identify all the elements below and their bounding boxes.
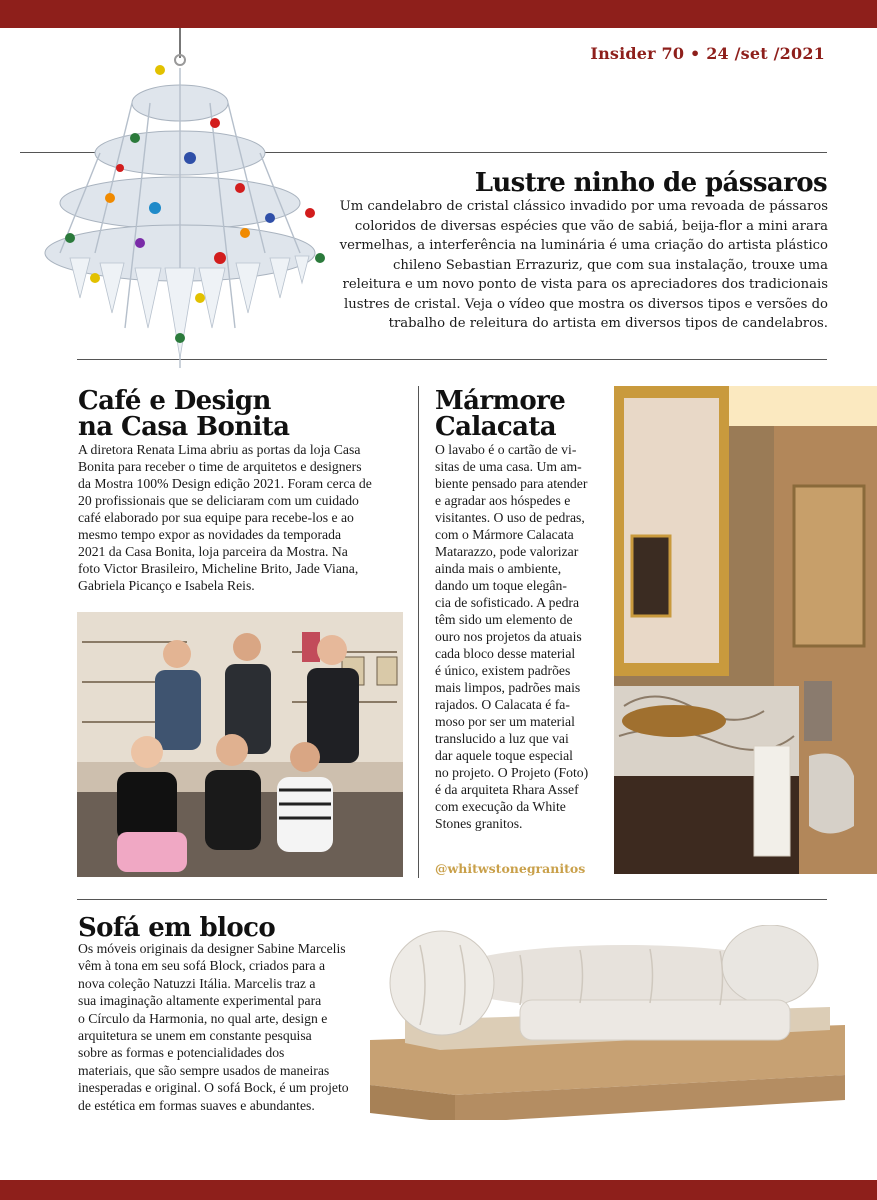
section3-line: moso por ser um material bbox=[435, 714, 575, 729]
section1-line: Um candelabro de cristal clássico invadido por uma revoada de pássaros bbox=[339, 199, 828, 214]
section4-line: Os móveis originais da designer Sabine Marcelis bbox=[78, 941, 346, 956]
section3-line: no projeto. O Projeto (Foto) bbox=[435, 765, 589, 780]
section4-line: materiais, que são sempre usados de maneiras bbox=[78, 1062, 330, 1078]
section2-line: Gabriela Picanço e Isabela Reis. bbox=[78, 578, 255, 593]
marble-lavatory-photo bbox=[614, 386, 877, 874]
section3-title bbox=[435, 388, 565, 440]
section2-line: café elaborado por sua equipe para recebe-los e ao bbox=[78, 510, 354, 525]
section3-body bbox=[435, 441, 600, 832]
section3-line: com execução da White bbox=[435, 799, 566, 814]
section2-line: 2021 da Casa Bonita, loja parceira da Mostra. Na bbox=[78, 544, 348, 559]
section3-line: rajados. O Calacata é fa- bbox=[435, 697, 570, 712]
section2-body bbox=[78, 441, 402, 594]
divider-section2 bbox=[77, 899, 827, 900]
section2-title bbox=[78, 388, 289, 440]
bird-chandelier-image bbox=[40, 28, 335, 383]
section3-title-line: Calacata bbox=[435, 412, 556, 442]
section4-line: o Círculo da Harmonia, no qual arte, design e bbox=[78, 1010, 328, 1026]
section3-line: dando um toque elegân- bbox=[435, 578, 567, 593]
section3-line: cada bloco desse material bbox=[435, 646, 576, 661]
section2-line: foto Victor Brasileiro, Micheline Brito, Jade Viana, bbox=[78, 561, 359, 576]
bottom-color-bar bbox=[0, 1180, 877, 1200]
top-color-bar bbox=[0, 0, 877, 28]
section2-title-line: na Casa Bonita bbox=[78, 412, 290, 442]
section3-line: mais limpos, padrões mais bbox=[435, 680, 581, 695]
section1-line: coloridos de diversas espécies que vão de sabiá, beija-flor a mini arara bbox=[354, 218, 828, 234]
section3-line: dar aquele toque especial bbox=[435, 748, 573, 763]
section3-line: visitantes. O uso de pedras, bbox=[435, 510, 585, 525]
section3-line: O lavabo é o cartão de vi- bbox=[435, 442, 577, 457]
section2-line: 20 profissionais que se deliciaram com um cuidado bbox=[78, 493, 359, 508]
issue-label: Insider 70 • 24 /set /2021 bbox=[590, 44, 825, 63]
section3-line: ainda mais o ambiente, bbox=[435, 561, 562, 576]
instagram-handle-link[interactable]: @whitwstonegranitos bbox=[435, 861, 586, 876]
section3-line: Matarazzo, pode valorizar bbox=[435, 544, 579, 559]
section3-line: é único, existem padrões bbox=[435, 663, 571, 678]
section2-line: mesmo tempo expor as novidades da temporada bbox=[78, 527, 342, 542]
section1-line: releitura e um novo ponto de vista para os apreciadores dos tradicionais bbox=[342, 277, 828, 292]
section2-line: Bonita para receber o time de arquitetos e designers bbox=[78, 459, 362, 474]
team-photo bbox=[77, 612, 403, 877]
section3-line: Stones granitos. bbox=[435, 816, 523, 831]
section3-line: biente pensado para atender bbox=[435, 476, 588, 491]
section4-line: inesperadas e original. O sofá Bock, é um projeto bbox=[78, 1080, 349, 1096]
section1-line: vermelhas, a interferência na luminária é uma criação do artista plástico bbox=[339, 238, 828, 253]
section4-line: sua imaginação altamente experimental para bbox=[78, 993, 322, 1009]
section1-body bbox=[338, 197, 828, 334]
section3-line: translucido a luz que vai bbox=[435, 731, 569, 746]
section3-line: têm sido um elemento de bbox=[435, 612, 573, 627]
section1-line: trabalho de releitura do artista em diversos tipos de candelabros. bbox=[388, 316, 828, 331]
section3-title-line: Mármore bbox=[435, 386, 566, 416]
section3-line: e agradar aos hóspedes e bbox=[435, 493, 571, 508]
section2-line: da Mostra 100% Design edição 2021. Foram cerca de bbox=[78, 476, 372, 491]
section4-title: Sofá em bloco bbox=[78, 913, 276, 943]
section4-line: vêm à tona em seu sofá Block, criados para a bbox=[78, 958, 326, 974]
section3-line: cia de sofisticado. A pedra bbox=[435, 595, 580, 610]
section4-line: arquitetura se unem em constante pesquisa bbox=[78, 1028, 312, 1044]
section3-line: sitas de uma casa. Um am- bbox=[435, 459, 582, 474]
section2-line: A diretora Renata Lima abriu as portas da loja Casa bbox=[78, 442, 361, 457]
section1-title: Lustre ninho de pássaros bbox=[474, 168, 827, 198]
section4-line: sobre as formas e potencialidades dos bbox=[78, 1045, 285, 1061]
section3-line: é da arquiteta Rhara Assef bbox=[435, 782, 579, 797]
divider-vertical bbox=[418, 386, 419, 878]
section2-title-line: Café e Design bbox=[78, 386, 271, 416]
block-sofa-image bbox=[360, 925, 855, 1120]
section1-line: chileno Sebastian Errazuriz, que com sua instalação, trouxe uma bbox=[392, 257, 828, 273]
section4-body bbox=[78, 940, 378, 1114]
section3-line: com o Mármore Calacata bbox=[435, 527, 574, 542]
section3-line: ouro nos projetos da atuais bbox=[435, 629, 582, 644]
section1-line: lustres de cristal. Veja o vídeo que mostra os diversos tipos e versões do bbox=[343, 296, 828, 312]
section4-line: de estética em formas suaves e abundantes. bbox=[78, 1097, 315, 1113]
section4-line: nova coleção Natuzzi Itália. Marcelis traz a bbox=[78, 975, 316, 991]
